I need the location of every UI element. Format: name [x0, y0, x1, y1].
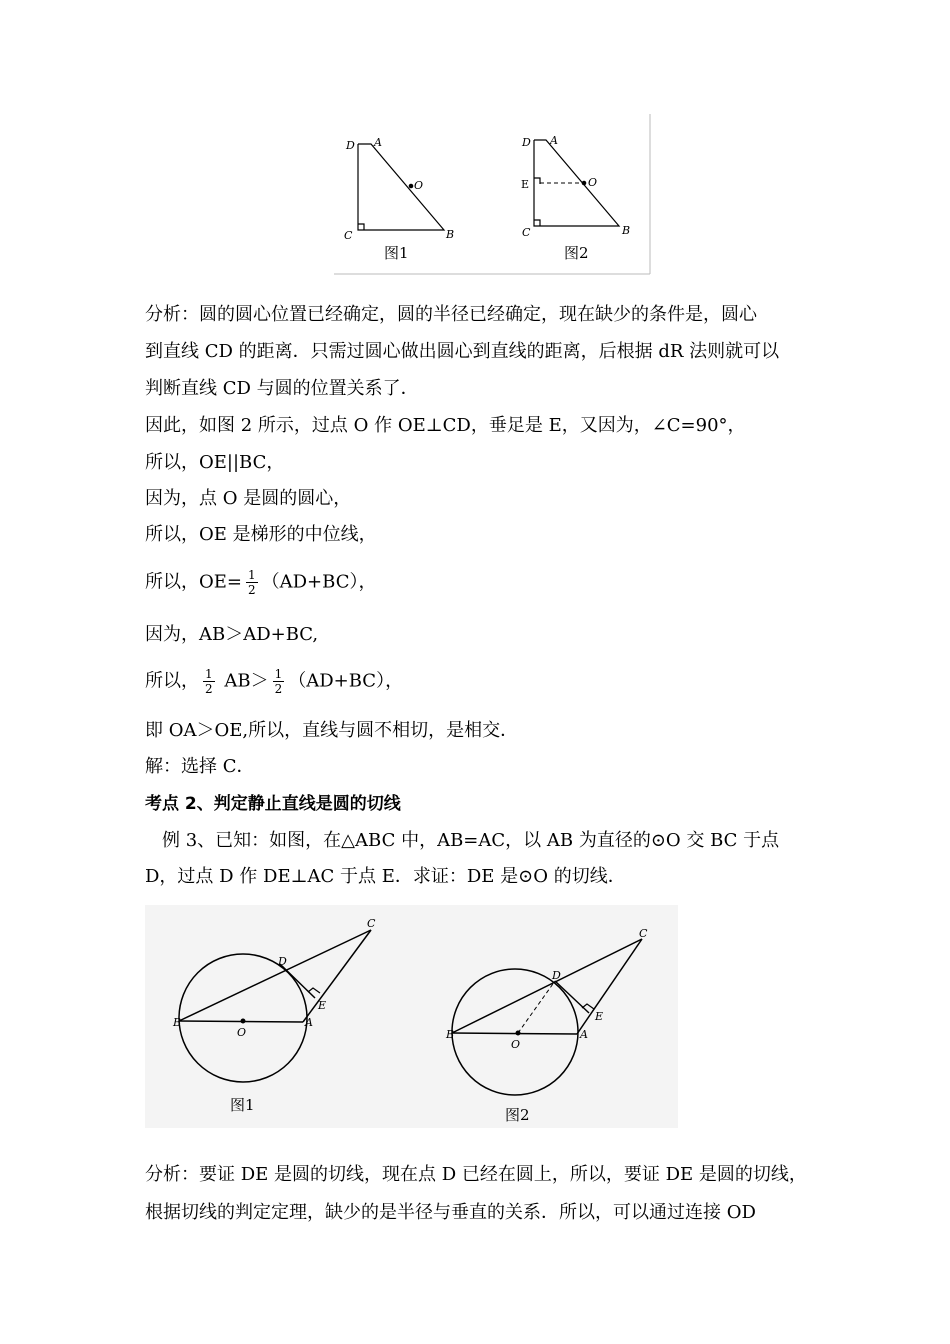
label-b-1: B — [446, 228, 455, 241]
label-e-2: E — [521, 178, 530, 191]
label-a-2: A — [550, 134, 558, 147]
circ1-label-c: C — [367, 917, 376, 930]
circ2-label-o: O — [511, 1038, 521, 1051]
circ2-label-b: B — [446, 1028, 455, 1041]
label-d-1: D — [346, 139, 355, 152]
circ-caption-2: 图2 — [505, 1106, 530, 1124]
point-o-2 — [582, 181, 587, 186]
circ-caption-1: 图1 — [230, 1096, 255, 1114]
proof-line-7-suffix: （AD+BC）， — [288, 670, 404, 692]
label-o-2: O — [588, 176, 598, 189]
circ2-label-c: C — [639, 927, 648, 940]
proof-line-5-suffix: （AD+BC）， — [261, 571, 377, 593]
circ2-label-d: D — [552, 969, 561, 982]
proof-line-5-prefix: 所以，OE= — [145, 571, 242, 593]
fraction-half-a: $\frac{1}{2}$ — [205, 667, 213, 696]
proof-line-7-mid: AB＞ — [218, 670, 269, 692]
proof-line-5 — [145, 568, 376, 597]
label-a-1: A — [374, 136, 382, 149]
label-c-2: C — [522, 226, 531, 239]
analysis2-line-1: 分析：要证 DE 是圆的切线，现在点 D 已经在圆上，所以，要证 DE 是圆的切线， — [145, 1164, 807, 1185]
trapezoid-figure — [334, 114, 652, 276]
proof-line-7-prefix: 所以， — [145, 670, 199, 692]
analysis-line-3: 判断直线 CD 与圆的位置关系了． — [145, 378, 419, 399]
center-o-2 — [516, 1031, 521, 1036]
label-d-2: D — [522, 136, 531, 149]
proof-line-8: 即 OA＞OE,所以，直线与圆不相切，是相交． — [145, 720, 519, 741]
label-o-1: O — [414, 179, 424, 192]
caption-fig1: 图1 — [384, 244, 409, 262]
proof-line-4: 所以，OE 是梯形的中位线， — [145, 524, 377, 545]
proof-line-3: 因为，点 O 是圆的圆心， — [145, 488, 352, 509]
trapezoid-1 — [358, 144, 444, 230]
analysis-line-2: 到直线 CD 的距离．只需过圆心做出圆心到直线的距离，后根据 dR 法则就可以 — [145, 341, 780, 362]
fraction-half: $\frac{1}{2}$ — [247, 568, 256, 597]
label-c-1: C — [344, 229, 353, 242]
proof-line-6: 因为，AB＞AD+BC, — [145, 624, 319, 645]
circ2-label-a: A — [580, 1028, 588, 1041]
example-line-1: 例 3、已知：如图，在△ABC 中，AB=AC，以 AB 为直径的⊙O 交 BC 于点 — [162, 830, 780, 851]
fraction-half-b: $\frac{1}{2}$ — [274, 667, 283, 696]
circ1-label-d: D — [278, 955, 287, 968]
proof-line-9: 解：选择 C． — [145, 756, 255, 777]
circ2-label-e: E — [595, 1010, 604, 1023]
analysis-line-1: 分析：圆的圆心位置已经确定，圆的半径已经确定，现在缺少的条件是，圆心 — [145, 304, 757, 325]
analysis2-line-2: 根据切线的判定定理，缺少的是半径与垂直的关系．所以，可以通过连接 OD — [145, 1202, 756, 1223]
circle-figure — [145, 905, 680, 1130]
proof-line-1: 因此，如图 2 所示，过点 O 作 OE⊥CD，垂足是 E，又因为，∠C=90°， — [145, 415, 746, 436]
label-b-2: B — [622, 224, 631, 237]
circ1-label-b: B — [173, 1016, 182, 1029]
proof-line-7 — [145, 667, 403, 696]
circ1-label-a: A — [305, 1016, 313, 1029]
point-o-1 — [409, 184, 414, 189]
example-line-2: D，过点 D 作 DE⊥AC 于点 E．求证：DE 是⊙O 的切线． — [145, 866, 626, 887]
caption-fig2: 图2 — [564, 244, 589, 262]
center-o-1 — [241, 1019, 246, 1024]
section-heading: 考点 2、判定静止直线是圆的切线 — [145, 794, 401, 814]
circ1-label-o: O — [237, 1026, 247, 1039]
circ1-label-e: E — [318, 999, 327, 1012]
proof-line-2: 所以，OE||BC， — [145, 452, 285, 473]
